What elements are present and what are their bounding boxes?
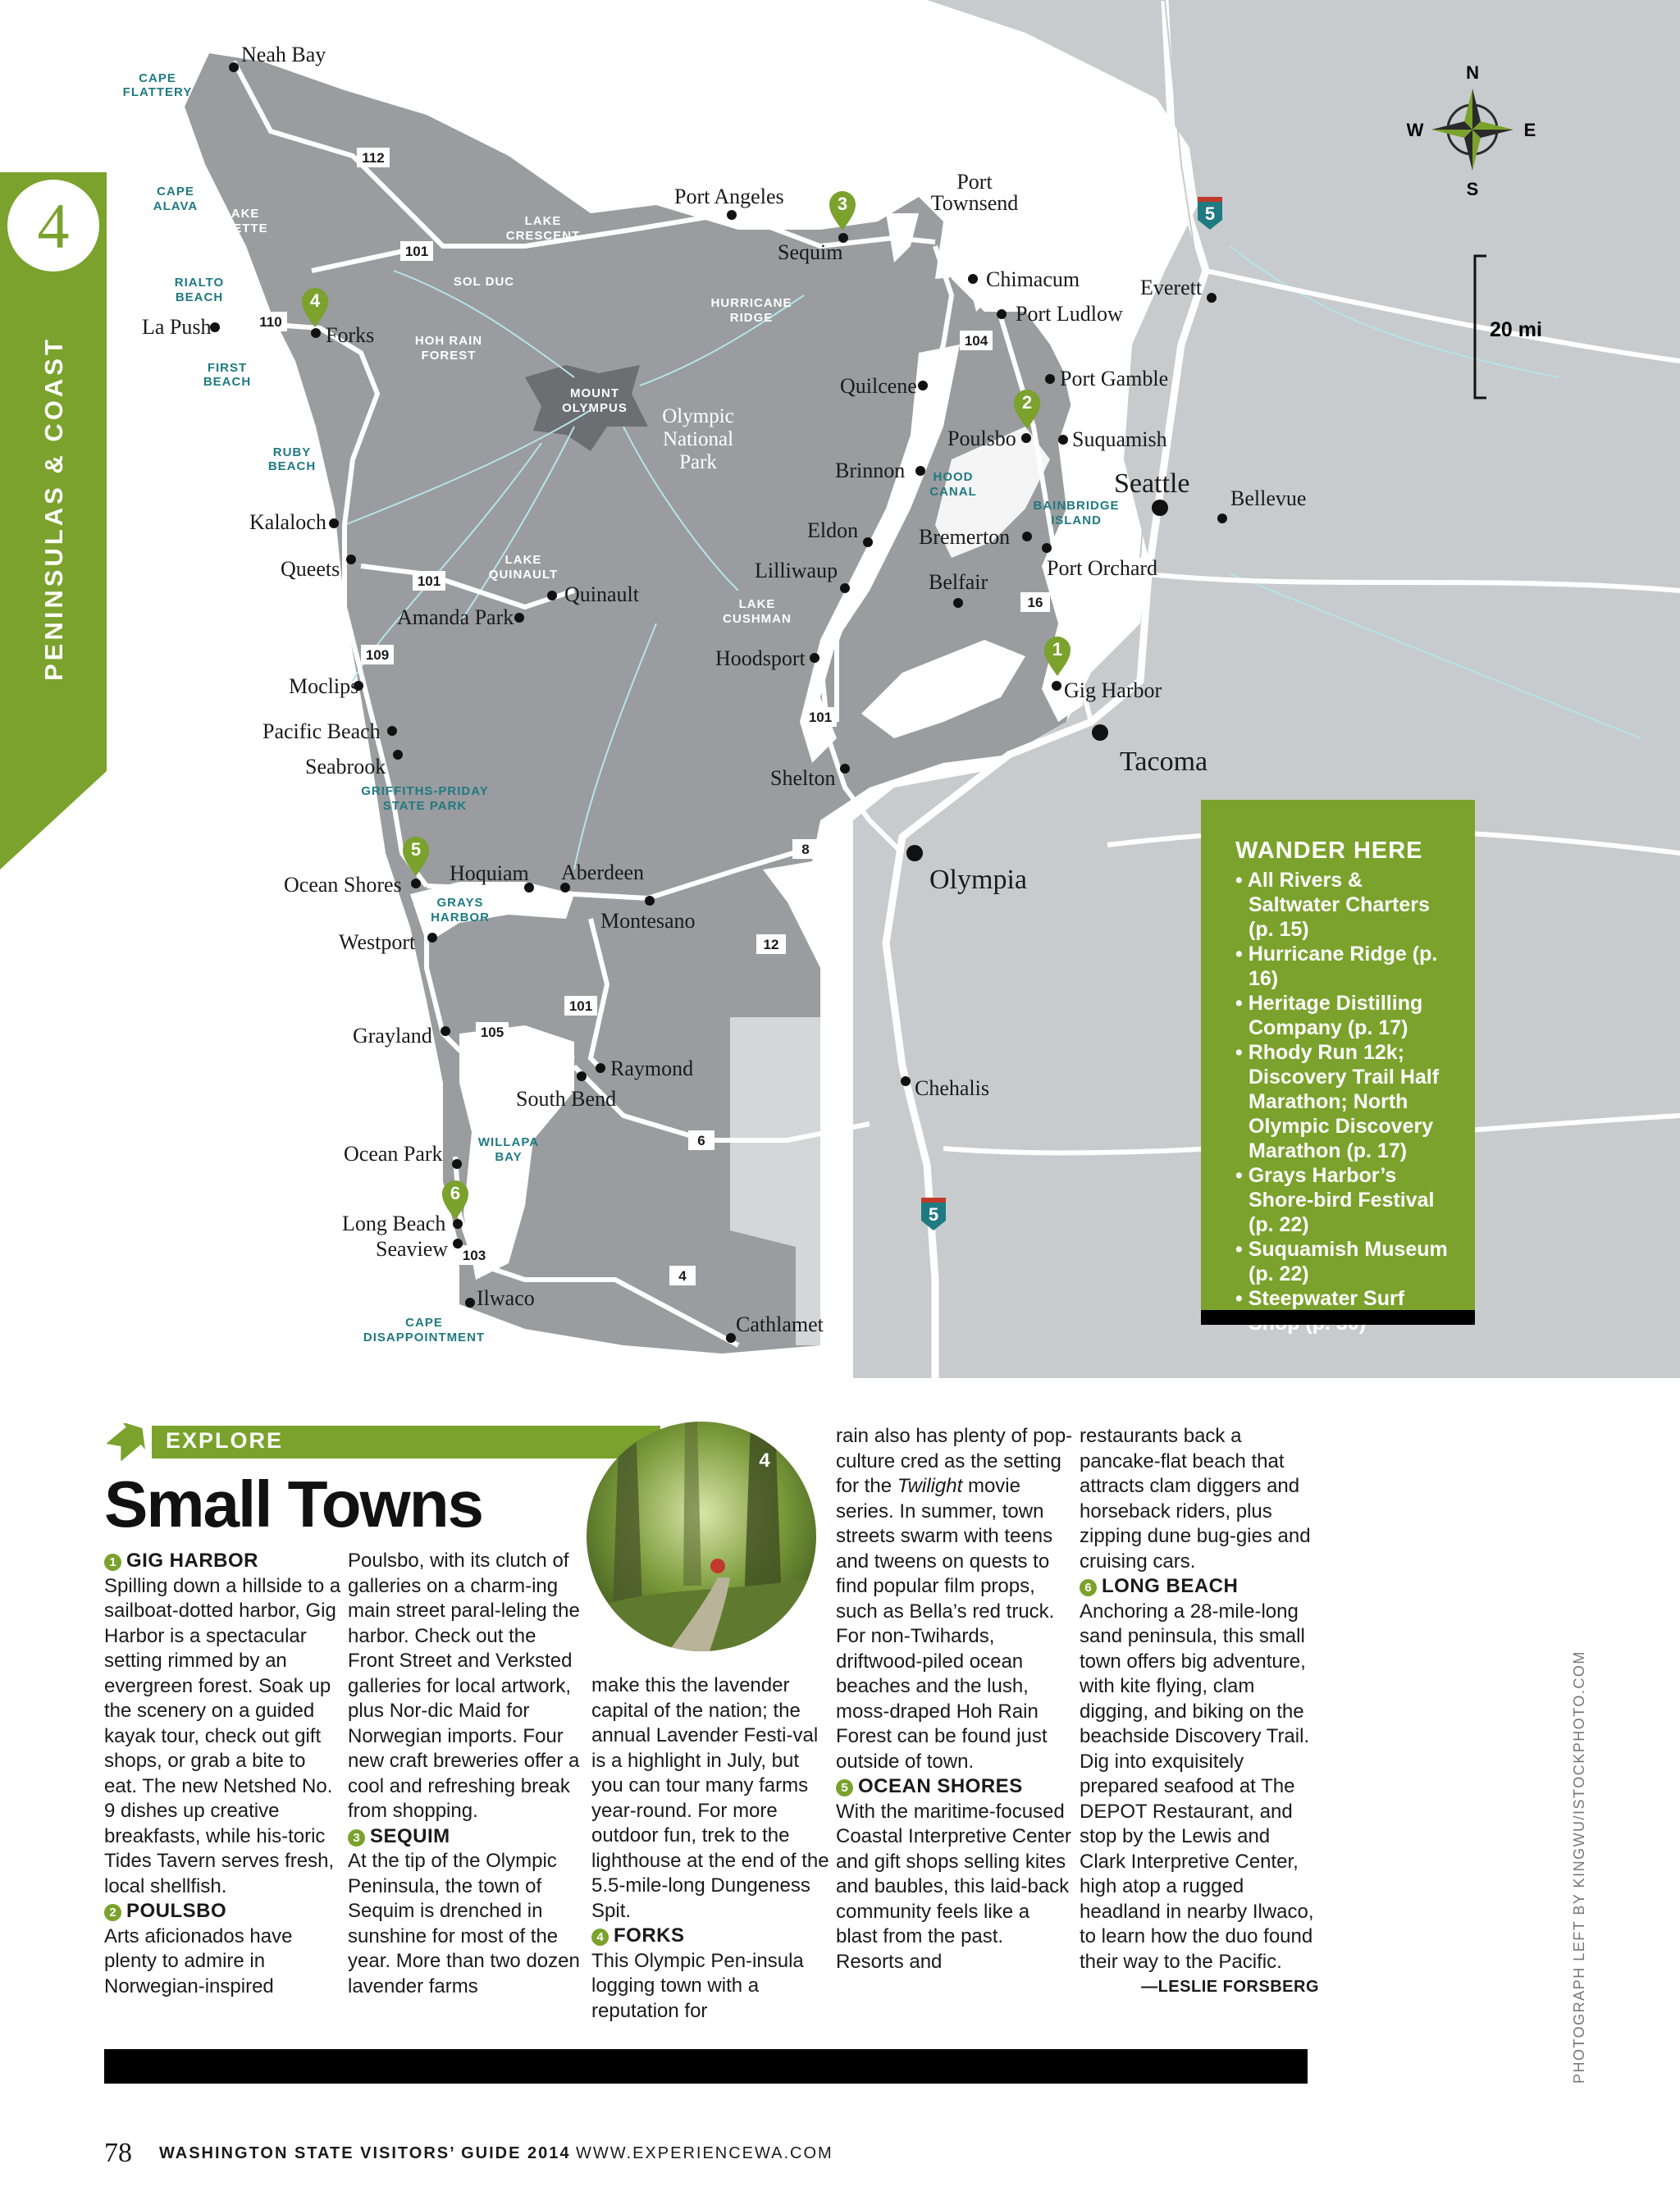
- bainbridge-island-label: BAINBRIDGE ISLAND: [1033, 499, 1120, 527]
- explore-arrow-icon: [107, 1423, 148, 1461]
- number-badge-5: 5: [836, 1779, 853, 1796]
- svg-text:2: 2: [1021, 392, 1033, 413]
- town-ocean-shores: Ocean Shores: [284, 873, 402, 897]
- forest-photo-art: [587, 1422, 816, 1651]
- mount-olympus-label: MOUNT OLYMPUS: [562, 386, 628, 415]
- number-badge-3: 3: [348, 1829, 365, 1847]
- forest-photo: [587, 1422, 816, 1651]
- wander-item: • Heritage Distilling Company (p. 17): [1235, 992, 1423, 1039]
- paragraph-forks-start: This Olympic Pen-insula logging town with a reputation for: [591, 1949, 804, 2022]
- hood-canal-label: HOOD CANAL: [929, 470, 977, 499]
- hoh-rain-forest-label: HOH RAIN FOREST: [414, 334, 483, 363]
- wander-here-list: [1235, 868, 1459, 1335]
- subhead-sequim: SEQUIM: [370, 1824, 450, 1847]
- paragraph-ocean-shores-start: With the maritime-focused Coastal Interpretive Center and gift shops selling kites and baubles, this laid-back community feels like a blast from the past. Resorts and: [836, 1800, 1071, 1973]
- svg-text:3: 3: [837, 194, 848, 214]
- wander-here-title: WANDER HERE: [1235, 838, 1423, 864]
- twilight-title: Twilight: [897, 1475, 963, 1497]
- article-byline: —LESLIE FORSBERG: [1141, 1978, 1319, 1996]
- town-seaview: Seaview: [376, 1237, 449, 1261]
- town-moclips: Moclips: [289, 674, 359, 698]
- footer-url-link[interactable]: WWW.EXPERIENCEWA.COM: [576, 2144, 833, 2162]
- subhead-long-beach: LONG BEACH: [1102, 1575, 1239, 1597]
- route-101-south: 101: [568, 998, 593, 1014]
- explore-kicker: EXPLORE: [166, 1428, 284, 1453]
- route-16: 16: [1027, 595, 1043, 610]
- footer-publication-title: WASHINGTON STATE VISITORS’ GUIDE 2014: [159, 2144, 571, 2162]
- town-south-bend: South Bend: [516, 1087, 617, 1111]
- town-neah-bay: Neah Bay: [241, 43, 326, 66]
- article-column-5: [1080, 1424, 1319, 2000]
- route-101-east: 101: [808, 710, 833, 725]
- rialto-beach-label: RIALTO BEACH: [174, 276, 225, 304]
- article-column-1: [104, 1549, 344, 1999]
- compass-e: E: [1523, 120, 1536, 140]
- town-ilwaco: Ilwaco: [477, 1286, 535, 1310]
- town-shelton: Shelton: [770, 766, 836, 790]
- town-port-gamble: Port Gamble: [1060, 367, 1169, 390]
- scale-label: 20 mi: [1490, 318, 1542, 341]
- town-seattle: Seattle: [1114, 468, 1190, 499]
- lake-crescent-label: LAKE CRESCENT: [505, 214, 581, 243]
- town-chehalis: Chehalis: [915, 1076, 989, 1100]
- compass-n: N: [1466, 62, 1479, 83]
- paragraph-long-beach: Anchoring a 28-mile-long sand peninsula, this small town offers big adventure, with kite flying, clam digging, and biking on the beachside Discovery Trail. Dig into exquisitely prepared seafood at The DEPOT Restaurant, and stop by the Lewis and Clark Interpretive Center, high atop a rugged headland in nearby Ilwaco, to learn how the duo found their way to the Pacific.: [1080, 1600, 1314, 1973]
- wander-item: • Steepwater Surf: [1235, 1287, 1405, 1310]
- town-bremerton: Bremerton: [919, 525, 1011, 549]
- wander-item: • Hurricane Ridge (p. 16): [1235, 943, 1438, 990]
- town-hoquiam: Hoquiam: [450, 861, 529, 885]
- town-lilliwaup: Lilliwaup: [755, 559, 838, 582]
- first-beach-label: FIRST BEACH: [203, 361, 252, 389]
- wander-item: • Suquamish Museum (p. 22): [1235, 1238, 1448, 1285]
- article-column-2: [348, 1549, 587, 1999]
- paragraph-forks-cont: rain also has plenty of pop-culture cred as the setting for the Twilight movie series. In summer, town streets swarm with teens and tweens on quests to find popular film props, such as Bella’s red truck. For non-Twihards, driftwood-piled ocean beaches and the lush, moss-draped Hoh Rain Forest can be found just outside of town.: [836, 1425, 1073, 1773]
- route-103: 103: [462, 1248, 486, 1263]
- ruby-beach-label: RUBY BEACH: [267, 445, 317, 473]
- route-12: 12: [763, 937, 779, 952]
- number-badge-2: 2: [104, 1904, 121, 1921]
- town-bellevue: Bellevue: [1230, 486, 1307, 510]
- town-poulsbo: Poulsbo: [947, 427, 1016, 450]
- town-port-angeles: Port Angeles: [674, 185, 784, 208]
- cape-disappointment-label: CAPE DISAPPOINTMENT: [363, 1316, 486, 1344]
- town-queets: Queets: [281, 557, 340, 581]
- route-101-west: 101: [417, 573, 441, 589]
- subhead-ocean-shores: OCEAN SHORES: [858, 1775, 1023, 1797]
- hurricane-ridge-label: HURRICANE RIDGE: [710, 296, 792, 325]
- section-name: PENINSULAS & COAST: [39, 336, 68, 681]
- sol-duc-label: SOL DUC: [453, 275, 515, 289]
- paragraph-sequim-cont: make this the lavender capital of the nation; the annual Lavender Festi-val is a highlight in July, but you can tour many farms year-round. For more outdoor fun, trek to the lighthouse at the end of the 5.5-mile-long Dungeness Spit.: [591, 1674, 829, 1922]
- section-number: 4: [37, 190, 70, 262]
- town-tacoma: Tacoma: [1120, 746, 1208, 777]
- route-101-north: 101: [404, 244, 429, 259]
- route-8: 8: [801, 842, 810, 857]
- subhead-poulsbo: POULSBO: [126, 1900, 227, 1922]
- lake-quinault-label: LAKE QUINAULT: [488, 553, 559, 582]
- route-104: 104: [964, 333, 988, 349]
- town-la-push: La Push: [142, 315, 212, 339]
- route-6: 6: [697, 1133, 705, 1148]
- lake-cushman-label: LAKE CUSHMAN: [723, 597, 792, 626]
- svg-text:4: 4: [309, 290, 321, 311]
- town-montesano: Montesano: [600, 909, 696, 933]
- route-110: 110: [259, 314, 282, 330]
- town-suquamish: Suquamish: [1072, 427, 1167, 451]
- number-badge-1: 1: [104, 1554, 121, 1571]
- town-seabrook: Seabrook: [305, 755, 386, 778]
- town-everett: Everett: [1140, 276, 1203, 299]
- wander-here-bottom-bar: [1201, 1310, 1475, 1325]
- compass-s: S: [1466, 179, 1479, 199]
- town-chimacum: Chimacum: [986, 267, 1080, 291]
- subhead-gig-harbor: GIG HARBOR: [126, 1550, 258, 1572]
- grays-harbor-label: GRAYS HARBOR: [431, 896, 490, 924]
- paragraph-sequim-start: At the tip of the Olympic Peninsula, the town of Sequim is drenched in sunshine for most of the year. More than two dozen lavender farms: [348, 1850, 580, 1997]
- town-raymond: Raymond: [610, 1057, 694, 1080]
- photo-credit: PHOTOGRAPH LEFT BY KINGWU/ISTOCKPHOTO.COM: [1571, 1650, 1587, 2084]
- town-pacific-beach: Pacific Beach: [262, 719, 381, 743]
- number-badge-4: 4: [591, 1929, 609, 1946]
- town-long-beach: Long Beach: [342, 1212, 446, 1235]
- lake-ozette-label: LAKE OZETTE: [214, 207, 268, 235]
- paragraph-poulsbo-cont: Poulsbo, with its clutch of galleries on a charm-ing main street paral-leling the harbor. Check out the Front Street and Verksted galleries for local artwork, plus Nor-dic Maid for Norwegian imports. Four new craft breweries offer a cool and refreshing break from shopping.: [348, 1550, 580, 1822]
- route-105: 105: [480, 1025, 504, 1040]
- town-forks: Forks: [326, 323, 375, 347]
- town-port-ludlow: Port Ludlow: [1016, 302, 1123, 326]
- griffiths-priday-label: GRIFFITHS-PRIDAY STATE PARK: [361, 784, 489, 813]
- photo-badge: [748, 1444, 781, 1477]
- page-number: 78: [104, 2138, 132, 2168]
- town-brinnon: Brinnon: [835, 459, 906, 482]
- town-westport: Westport: [339, 930, 416, 954]
- article-column-3: [591, 1673, 831, 2024]
- town-sequim: Sequim: [778, 240, 843, 264]
- umbrella-figure: [710, 1559, 725, 1573]
- wander-item: • Grays Harbor’s Shore-bird Festival (p. 22): [1235, 1164, 1435, 1236]
- cape-flattery-label: CAPE FLATTERY: [122, 71, 193, 99]
- town-kalaloch: Kalaloch: [249, 510, 326, 534]
- svg-text:5: 5: [410, 839, 422, 860]
- paragraph-gig-harbor: Spilling down a hillside to a sailboat-dotted harbor, Gig Harbor is a spectacular setting rimmed by an evergreen forest. Soak up the scenery on a guided kayak tour, check out gift shops, or grab a bite to eat. The new Netshed No. 9 dishes up creative breakfasts, while his-toric Tides Tavern serves fresh, local shellfish.: [104, 1574, 341, 1897]
- wander-item: • Rhody Run 12k; Discovery Trail Half Marathon; North Olympic Discovery Marathon (p. 17): [1235, 1041, 1440, 1162]
- willapa-bay-label: WILLAPA BAY: [477, 1135, 540, 1164]
- town-aberdeen: Aberdeen: [561, 861, 645, 884]
- town-belfair: Belfair: [929, 570, 988, 594]
- cape-alava-label: CAPE ALAVA: [153, 185, 199, 213]
- town-quinault: Quinault: [564, 582, 639, 606]
- town-olympia: Olympia: [929, 865, 1027, 895]
- town-hoodsport: Hoodsport: [715, 646, 806, 670]
- town-port-townsend: Port Townsend: [930, 170, 1019, 215]
- town-gig-harbor: Gig Harbor: [1064, 678, 1162, 702]
- i5-shield-north-label: 5: [1204, 203, 1216, 224]
- town-quilcene: Quilcene: [840, 374, 917, 398]
- town-eldon: Eldon: [807, 518, 859, 542]
- i5-shield-south-label: 5: [928, 1204, 939, 1225]
- paragraph-poulsbo-start: Arts aficionados have plenty to admire in Norwegian-inspired: [104, 1924, 293, 1997]
- town-cathlamet: Cathlamet: [736, 1312, 824, 1336]
- wander-item: • All Rivers & Saltwater Charters (p. 15): [1235, 869, 1430, 941]
- wander-here-box: [1201, 800, 1475, 1325]
- olympic-national-park-label: Olympic National Park: [662, 405, 734, 473]
- route-112: 112: [362, 150, 385, 166]
- paragraph-ocean-shores-cont: restaurants back a pancake-flat beach that attracts clam diggers and horseback riders, plus zipping dune bug-gies and cruising cars.: [1080, 1425, 1311, 1573]
- route-4: 4: [678, 1268, 687, 1284]
- town-amanda-park: Amanda Park: [397, 605, 514, 629]
- route-109: 109: [365, 647, 390, 663]
- svg-text:1: 1: [1052, 639, 1063, 660]
- svg-text:6: 6: [450, 1183, 461, 1203]
- town-port-orchard: Port Orchard: [1047, 556, 1158, 580]
- town-ocean-park: Ocean Park: [344, 1142, 443, 1166]
- compass-w: W: [1406, 120, 1424, 140]
- article-bottom-bar: [104, 2049, 1308, 2084]
- article-column-4: [836, 1424, 1075, 1974]
- article-headline: Small Towns: [104, 1468, 483, 1541]
- photo-badge-number: 4: [759, 1449, 770, 1472]
- town-grayland: Grayland: [353, 1024, 432, 1048]
- number-badge-6: 6: [1080, 1579, 1097, 1596]
- subhead-forks: FORKS: [614, 1924, 685, 1947]
